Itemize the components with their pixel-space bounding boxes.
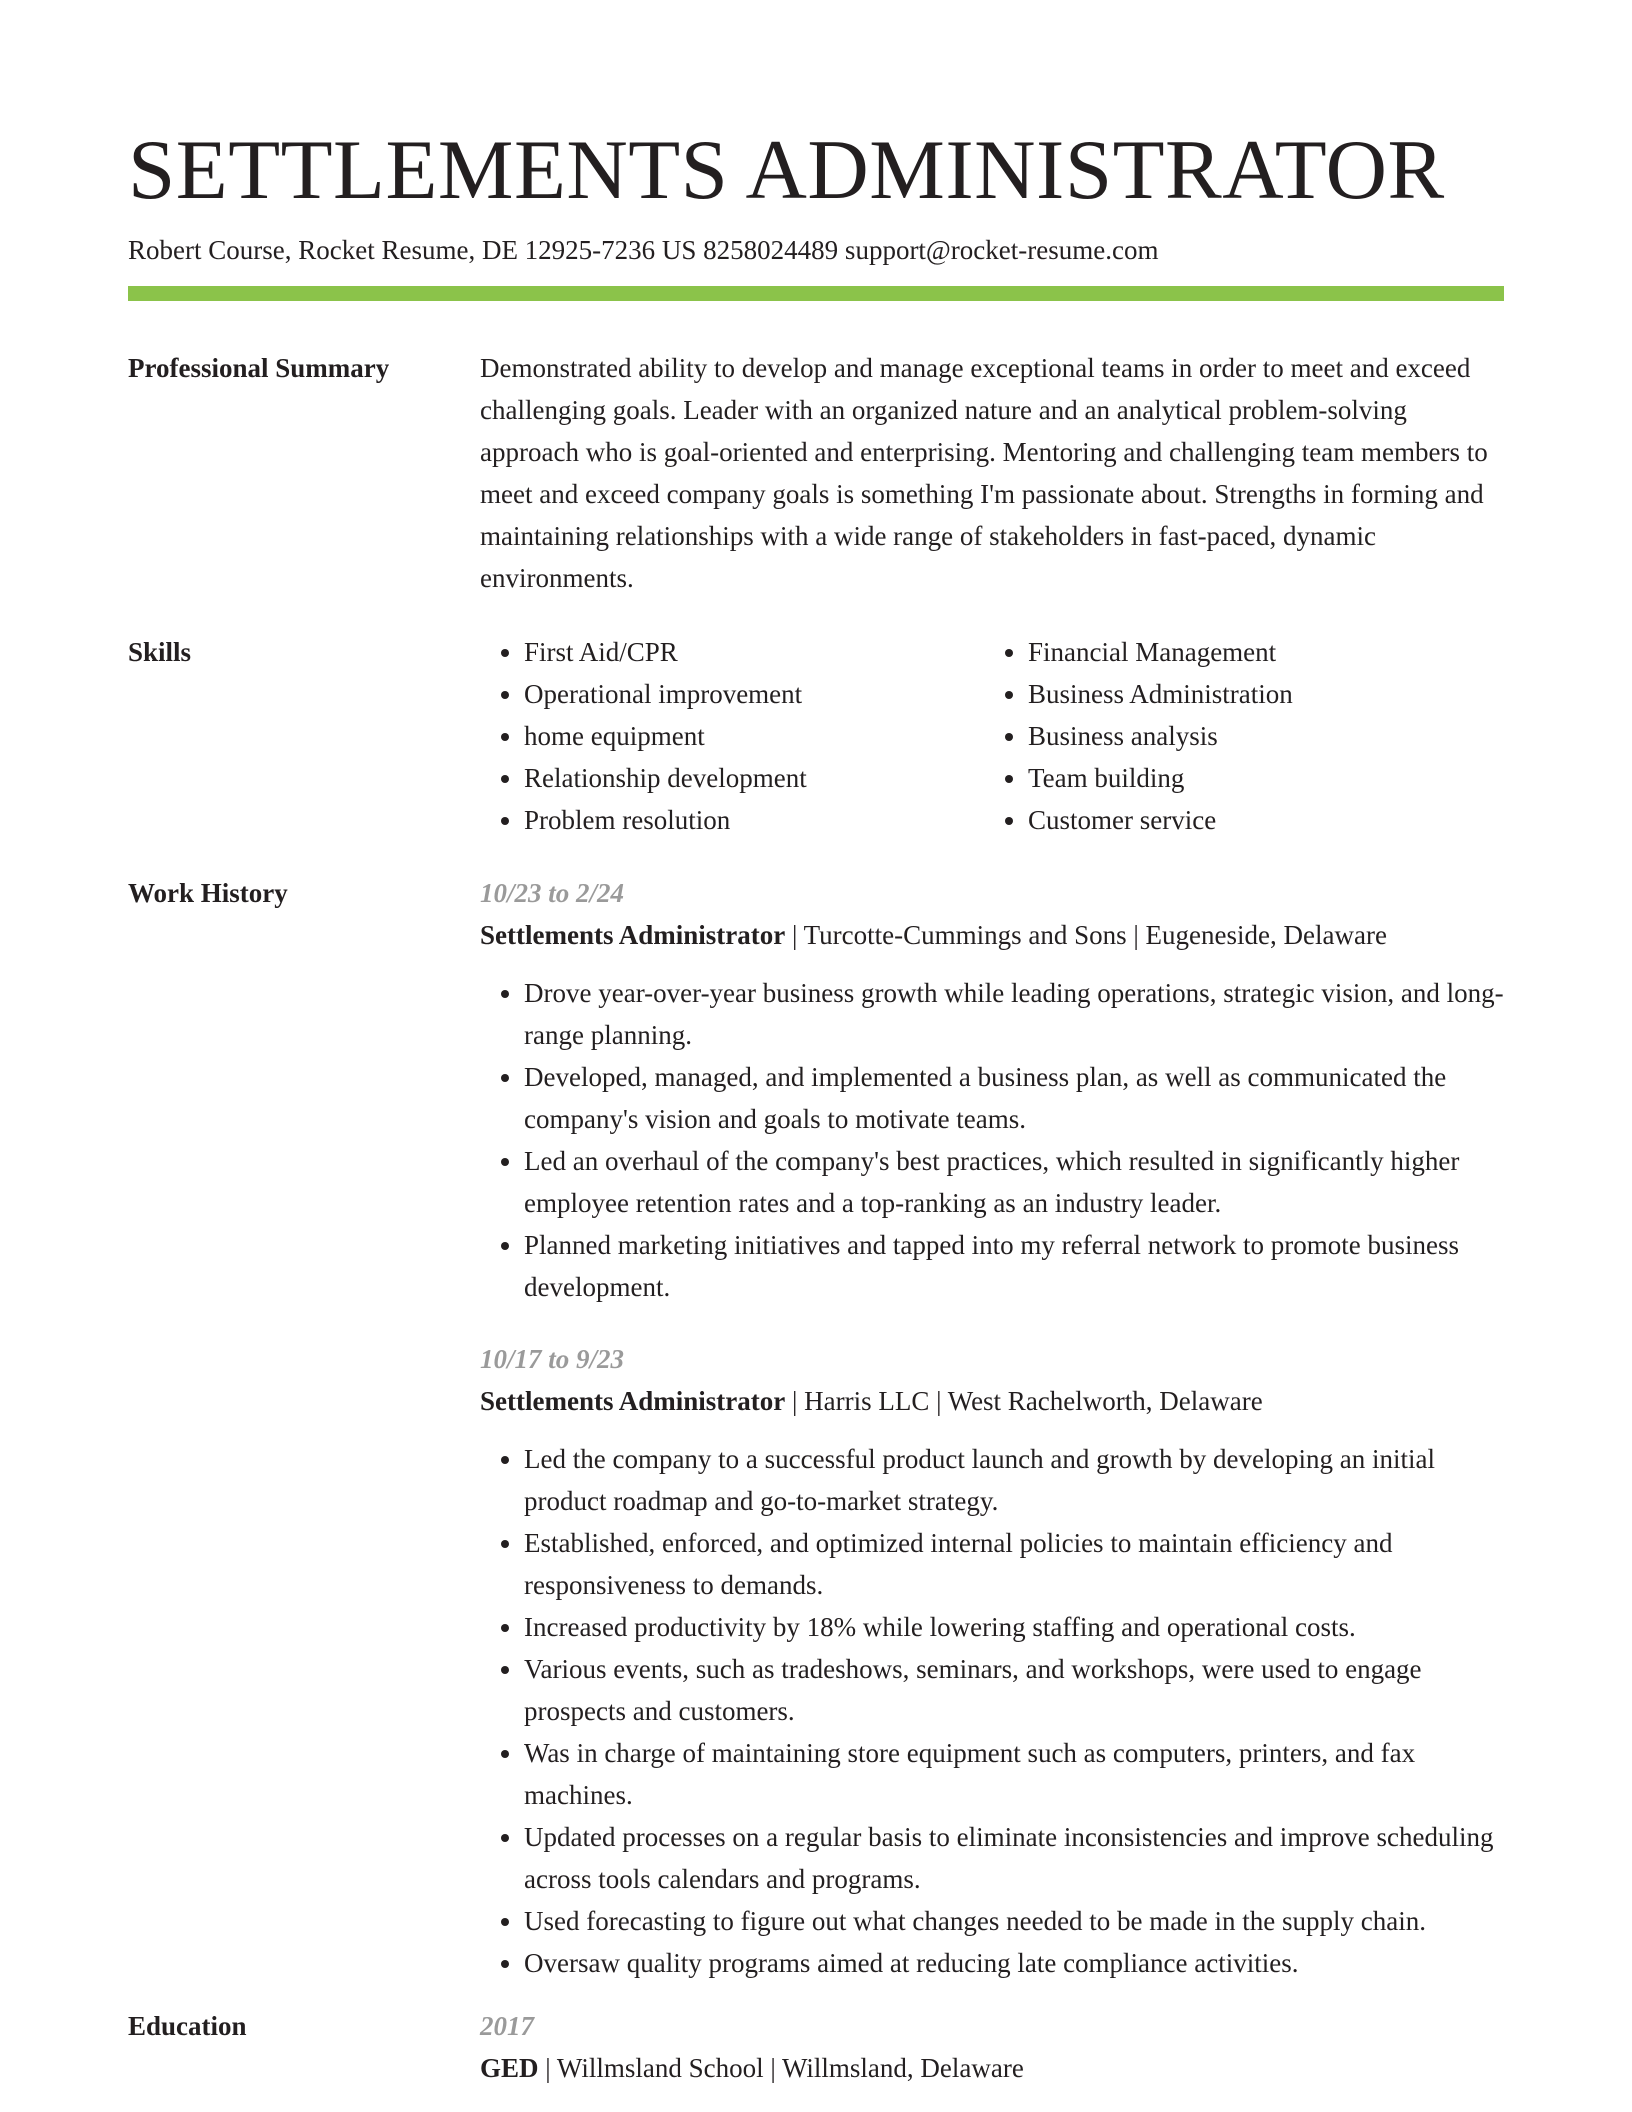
job-bullet: • Led an overhaul of the company's best practices, which resulted in significantly higher employee retention rates and a top-ranking as an industry leader.	[524, 1140, 1504, 1224]
skills-list-right	[984, 631, 1488, 841]
education-degree: GED	[480, 2053, 539, 2083]
skill-item: • Business analysis	[1028, 715, 1488, 757]
education-label: Education	[128, 2011, 247, 2041]
job-entry	[480, 872, 1504, 1308]
job-bullet: • Was in charge of maintaining store equipment such as computers, printers, and fax machines.	[524, 1732, 1504, 1816]
skill-item: • Financial Management	[1028, 631, 1488, 673]
skills-label: Skills	[128, 637, 192, 667]
summary-body	[480, 347, 1504, 599]
job-bullet: • Used forecasting to figure out what changes needed to be made in the supply chain.	[524, 1900, 1504, 1942]
job-bullet: • Established, enforced, and optimized internal policies to maintain efficiency and responsiveness to demands.	[524, 1522, 1504, 1606]
job-employer-location: | Harris LLC | West Rachelworth, Delaware	[785, 1386, 1263, 1416]
education-dates: 2017	[480, 2011, 534, 2041]
job-bullet: • Updated processes on a regular basis to eliminate inconsistencies and improve scheduling across tools calendars and programs.	[524, 1816, 1504, 1900]
skill-item: • Operational improvement	[524, 673, 984, 715]
skill-item: • Customer service	[1028, 799, 1488, 841]
accent-divider	[128, 286, 1504, 301]
job-bullet: • Various events, such as tradeshows, seminars, and workshops, were used to engage prospects and customers.	[524, 1648, 1504, 1732]
skill-item: • Relationship development	[524, 757, 984, 799]
skill-item: • home equipment	[524, 715, 984, 757]
summary-text: Demonstrated ability to develop and manage exceptional teams in order to meet and exceed challenging goals. Leader with an organized nature and an analytical problem-solving approach who is goal-oriented and enterprising. Mentoring and challenging team members to meet and exceed company goals is something I'm passionate about. Strengths in forming and maintaining relationships with a wide range of stakeholders in fast-paced, dynamic environments.	[480, 353, 1488, 593]
contact-line: Robert Course, Rocket Resume, DE 12925-7236 US 8258024489 support@rocket-resume.com	[128, 235, 1159, 265]
job-entry	[480, 1338, 1504, 1984]
skills-list-left	[480, 631, 984, 841]
skill-item: • Team building	[1028, 757, 1488, 799]
job-bullet: • Increased productivity by 18% while lowering staffing and operational costs.	[524, 1606, 1504, 1648]
job-dates: 10/17 to 9/23	[480, 1344, 625, 1374]
job-title: Settlements Administrator	[480, 1386, 786, 1416]
job-bullet: • Oversaw quality programs aimed at reducing late compliance activities.	[524, 1942, 1504, 1984]
job-heading	[480, 914, 1504, 956]
education-school-location: | Willmsland School | Willmsland, Delaware	[538, 2053, 1024, 2083]
skill-item: • Problem resolution	[524, 799, 984, 841]
job-employer-location: | Turcotte-Cummings and Sons | Eugeneside, Delaware	[785, 920, 1387, 950]
skill-item: • First Aid/CPR	[524, 631, 984, 673]
summary-label: Professional Summary	[128, 353, 390, 383]
job-bullets	[480, 972, 1504, 1308]
skill-item: • Business Administration	[1028, 673, 1488, 715]
job-heading	[480, 1380, 1504, 1422]
education-body	[480, 2005, 1504, 2089]
resume-title: SETTLEMENTS ADMINISTRATOR	[128, 123, 1445, 217]
work-history-body	[480, 872, 1504, 1984]
job-title: Settlements Administrator	[480, 920, 786, 950]
work-history-label: Work History	[128, 878, 288, 908]
job-bullet: • Planned marketing initiatives and tapped into my referral network to promote business development.	[524, 1224, 1504, 1308]
job-bullet: • Developed, managed, and implemented a business plan, as well as communicated the company's vision and goals to motivate teams.	[524, 1056, 1504, 1140]
job-dates: 10/23 to 2/24	[480, 878, 625, 908]
job-bullet: • Led the company to a successful product launch and growth by developing an initial product roadmap and go-to-market strategy.	[524, 1438, 1504, 1522]
skills-body	[480, 631, 1504, 841]
education-heading	[480, 2047, 1504, 2089]
job-bullet: • Drove year-over-year business growth while leading operations, strategic vision, and long-range planning.	[524, 972, 1504, 1056]
job-bullets	[480, 1438, 1504, 1984]
